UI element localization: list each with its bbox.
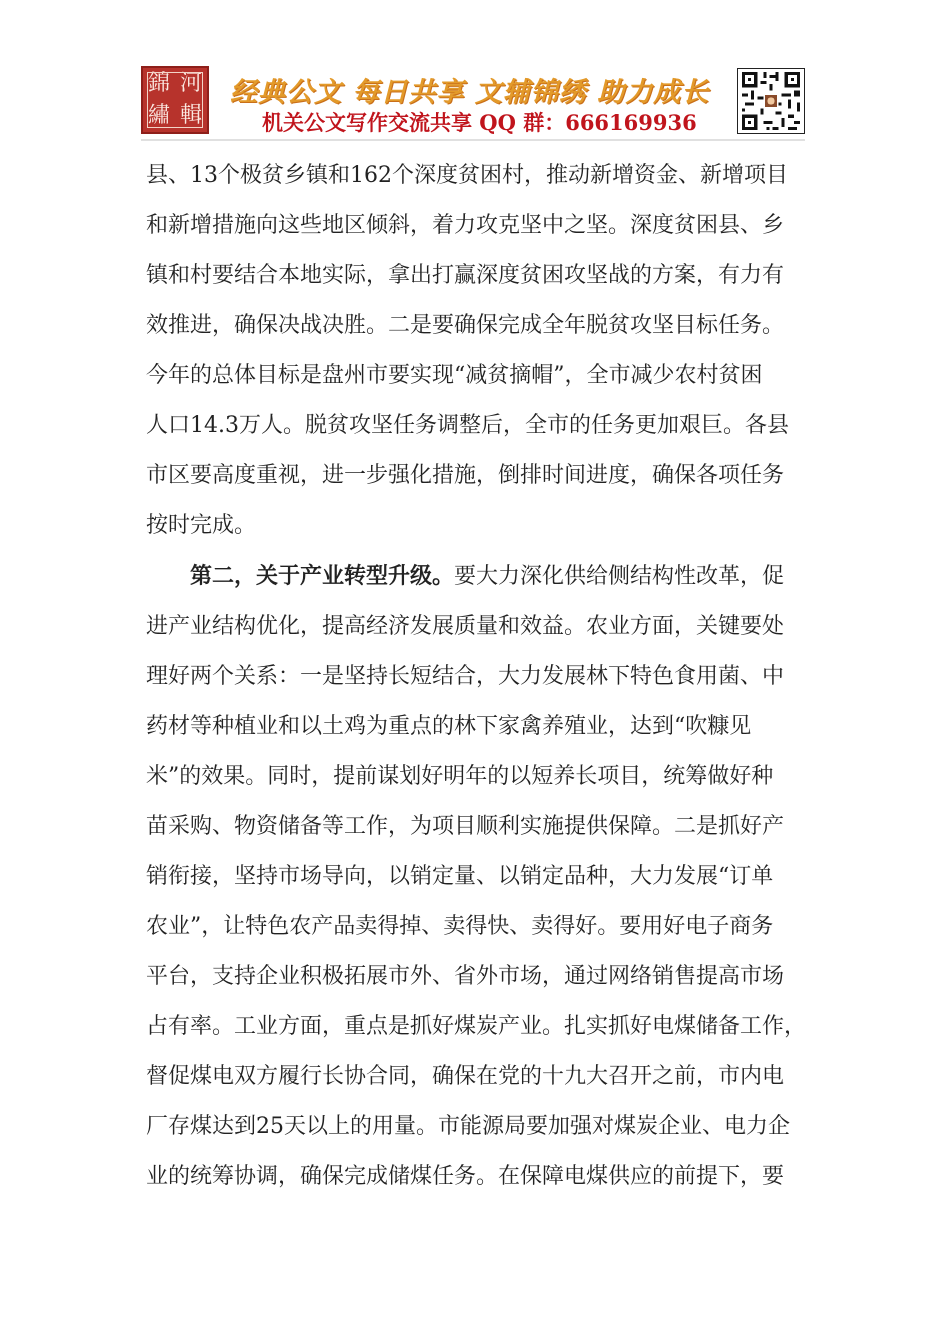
document-body (146, 151, 810, 1202)
text-line: 药材等种植业和以土鸡为重点的林下家禽养殖业，达到“吹糠见 (146, 714, 752, 739)
text-line: 销衔接，坚持市场导向，以销定量、以销定品种，大力发展“订单 (146, 864, 774, 889)
text-line: 镇和村要结合本地实际，拿出打赢深度贫困攻坚战的方案，有力有 (146, 263, 785, 288)
text-run: 要大力深化供给侧结构性改革，促 (454, 564, 785, 589)
text-line: 人口14.3万人。脱贫攻坚任务调整后，全市的任务更加艰巨。各县 (146, 413, 789, 438)
text-line: 县、13个极贫乡镇和162个深度贫困村，推动新增资金、新增项目 (146, 163, 788, 188)
text-line: 进产业结构优化，提高经济发展质量和效益。农业方面，关键要处 (146, 614, 785, 639)
section-heading: 第二，关于产业转型升级。 (190, 564, 455, 589)
text-line: 督促煤电双方履行长协合同，确保在党的十九大召开之前，市内电 (146, 1064, 785, 1089)
paragraph-first-line (146, 552, 810, 602)
text-line: 农业”，让特色农产品卖得掉、卖得快、卖得好。要用好电子商务 (146, 914, 774, 939)
text-line: 理好两个关系：一是坚持长短结合，大力发展林下特色食用菌、中 (146, 664, 785, 689)
header-slogan: 经典公文 每日共享 文辅锦绣 助力成长 (230, 77, 710, 108)
text-line: 平台，支持企业积极拓展市外、省外市场，通过网络销售提高市场 (146, 964, 785, 989)
text-line: 苗采购、物资储备等工作，为项目顺利实施提供保障。二是抓好产 (146, 814, 785, 839)
text-line: 今年的总体目标是盘州市要实现“减贫摘帽”，全市减少农村贫困 (146, 363, 763, 388)
header-qq-group: 机关公文写作交流共享 QQ 群：666169936 (262, 110, 697, 135)
text-line: 占有率。工业方面，重点是抓好煤炭产业。扎实抓好电煤储备工作， (146, 1014, 807, 1039)
text-line: 米”的效果。同时，提前谋划好明年的以短养长项目，统筹做好种 (146, 764, 774, 789)
text-line: 效推进，确保决战决胜。二是要确保完成全年脱贫攻坚目标任务。 (146, 313, 785, 338)
header-divider (141, 139, 805, 141)
seal-char: 錦 (147, 71, 170, 96)
seal-char: 繡 (147, 103, 170, 128)
seal-char: 河 (179, 71, 202, 96)
text-line: 市区要高度重视，进一步强化措施，倒排时间进度，确保各项任务 (146, 463, 785, 488)
page-header (0, 0, 950, 150)
text-line: 业的统筹协调，确保完成储煤任务。在保障电煤供应的前提下，要 (146, 1164, 785, 1189)
text-line: 和新增措施向这些地区倾斜，着力攻克坚中之坚。深度贫困县、乡 (146, 213, 785, 238)
seal-char: 輯 (179, 103, 202, 128)
qr-code-icon (737, 68, 805, 134)
seal-logo (141, 66, 209, 134)
text-line: 厂存煤达到25天以上的用量。市能源局要加强对煤炭企业、电力企 (146, 1114, 790, 1139)
text-line: 按时完成。 (146, 513, 257, 538)
